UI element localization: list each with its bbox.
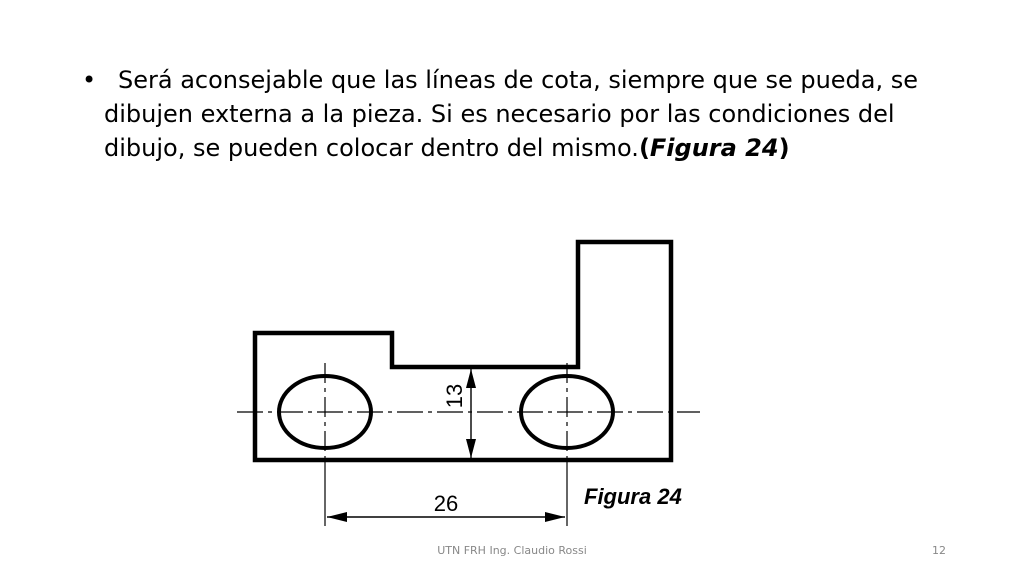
vertical-dimension-value: 13 — [442, 383, 467, 409]
horizontal-dimension-value: 26 — [433, 491, 459, 516]
bullet-dot: • — [82, 66, 97, 94]
vertical-dimension-bottom-arrow — [466, 439, 476, 458]
vertical-dimension-top-arrow — [466, 369, 476, 388]
bullet-text: Será aconsejable que las líneas de cota, siempre que se pueda, se dibujen externa a la pieza. Si es necesario por las condiciones del dibujo, se pueden colocar dentro del mismo. — [104, 66, 919, 162]
figure-reference-name: Figura 24 — [649, 134, 779, 162]
horizontal-dimension-right-arrow — [545, 512, 565, 522]
horizontal-dimension-left-arrow — [327, 512, 347, 522]
page-number: 12 — [932, 544, 946, 557]
figure-caption: Figura 24 — [584, 484, 682, 509]
footer-author: UTN FRH Ing. Claudio Rossi — [437, 544, 587, 557]
figure-reference: (Figura 24) — [638, 134, 790, 162]
